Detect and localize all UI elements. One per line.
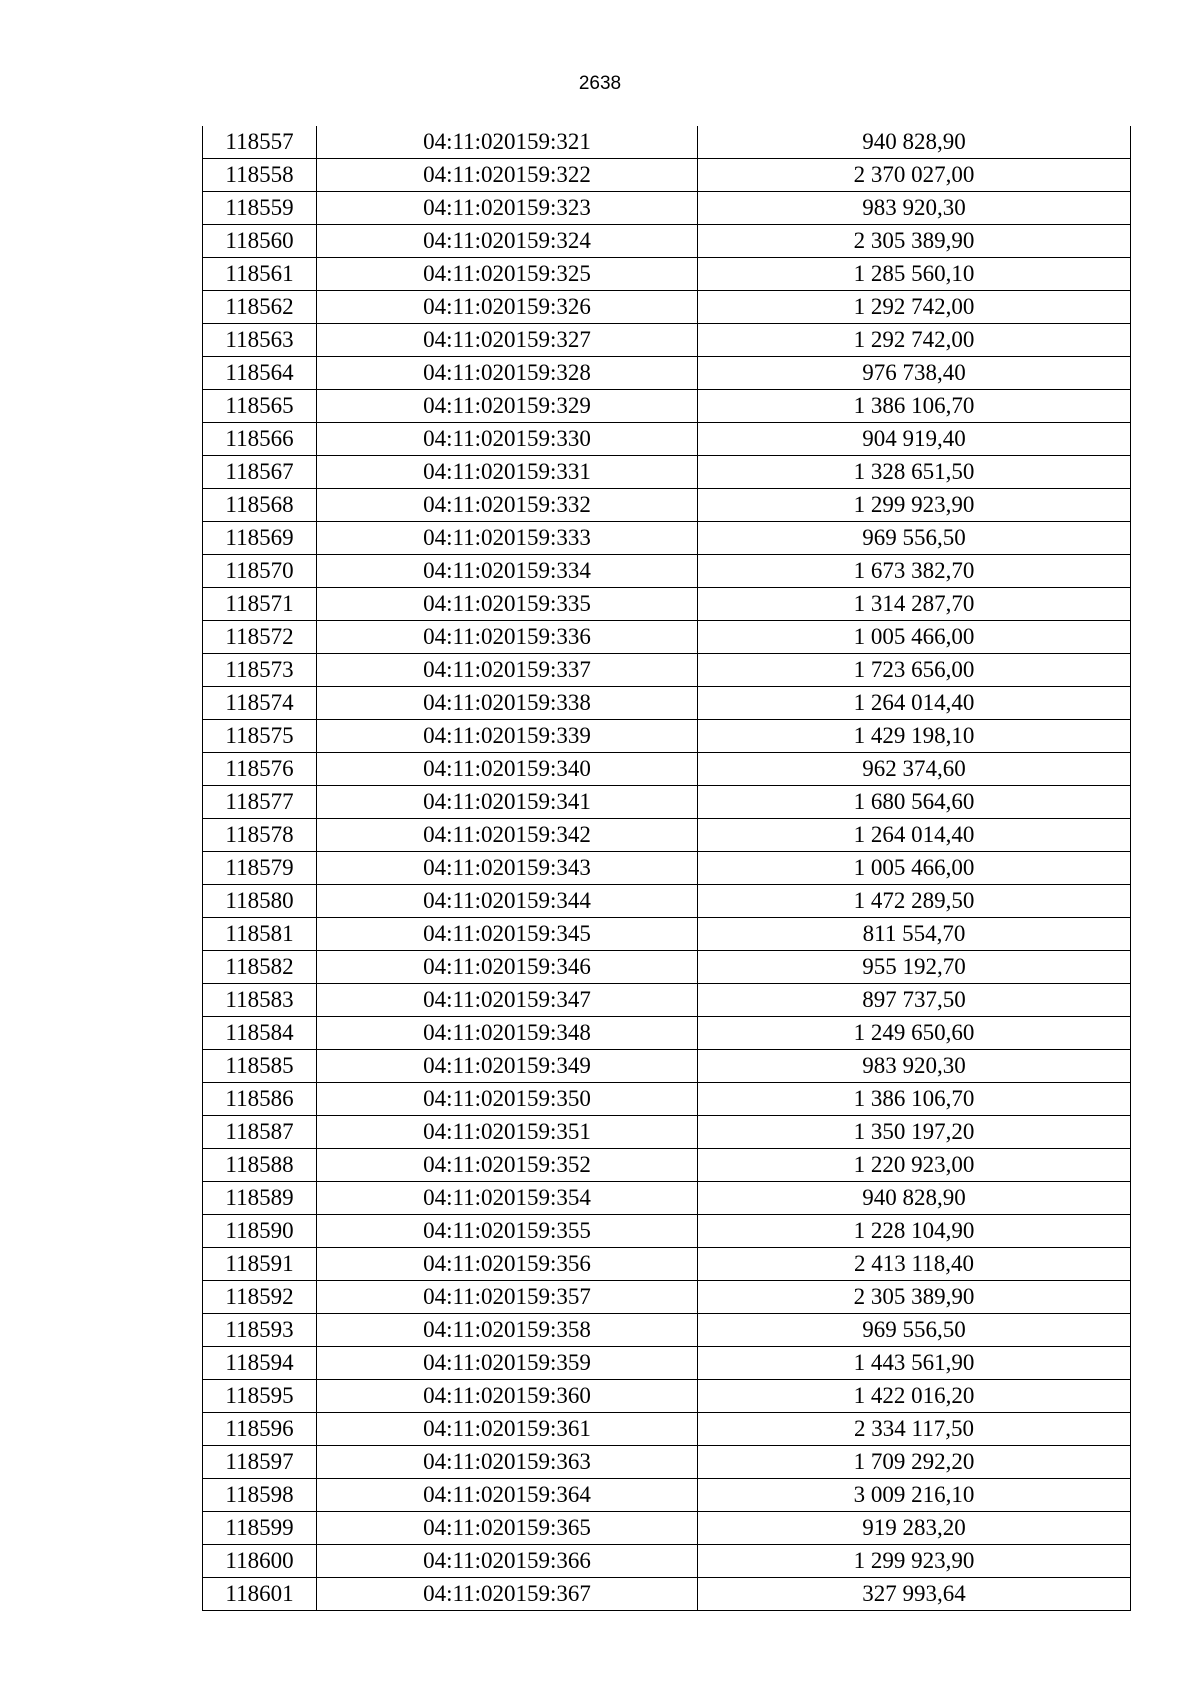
cadastral-number-cell: 04:11:020159:338	[317, 687, 698, 720]
cadastral-value-cell: 1 249 650,60	[698, 1017, 1131, 1050]
cadastral-number-cell: 04:11:020159:330	[317, 423, 698, 456]
row-number-cell: 118592	[203, 1281, 317, 1314]
table-row	[203, 258, 1131, 291]
cadastral-number-cell: 04:11:020159:326	[317, 291, 698, 324]
table-row	[203, 225, 1131, 258]
cadastral-value-cell: 2 334 117,50	[698, 1413, 1131, 1446]
cadastral-number-cell: 04:11:020159:324	[317, 225, 698, 258]
row-number-cell: 118580	[203, 885, 317, 918]
row-number-cell: 118589	[203, 1182, 317, 1215]
cadastral-number-cell: 04:11:020159:356	[317, 1248, 698, 1281]
table-row	[203, 423, 1131, 456]
cadastral-number-cell: 04:11:020159:366	[317, 1545, 698, 1578]
row-number-cell: 118582	[203, 951, 317, 984]
table-row	[203, 1446, 1131, 1479]
table-row	[203, 687, 1131, 720]
row-number-cell: 118586	[203, 1083, 317, 1116]
cadastral-number-cell: 04:11:020159:332	[317, 489, 698, 522]
table-row	[203, 1149, 1131, 1182]
table-row	[203, 324, 1131, 357]
row-number-cell: 118560	[203, 225, 317, 258]
row-number-cell: 118557	[203, 126, 317, 159]
row-number-cell: 118577	[203, 786, 317, 819]
page-number: 2638	[578, 73, 622, 94]
cadastral-number-cell: 04:11:020159:347	[317, 984, 698, 1017]
cadastral-value-cell: 327 993,64	[698, 1578, 1131, 1611]
table-row	[203, 1182, 1131, 1215]
table-row	[203, 522, 1131, 555]
row-number-cell: 118590	[203, 1215, 317, 1248]
cadastral-number-cell: 04:11:020159:331	[317, 456, 698, 489]
cadastral-value-cell: 1 292 742,00	[698, 324, 1131, 357]
cadastral-value-cell: 1 285 560,10	[698, 258, 1131, 291]
row-number-cell: 118601	[203, 1578, 317, 1611]
row-number-cell: 118563	[203, 324, 317, 357]
table-row	[203, 1347, 1131, 1380]
table-row	[203, 753, 1131, 786]
row-number-cell: 118598	[203, 1479, 317, 1512]
table-row	[203, 852, 1131, 885]
table-row	[203, 1512, 1131, 1545]
cadastral-number-cell: 04:11:020159:321	[317, 126, 698, 159]
row-number-cell: 118595	[203, 1380, 317, 1413]
table-row	[203, 1248, 1131, 1281]
table-row	[203, 786, 1131, 819]
cadastral-number-cell: 04:11:020159:336	[317, 621, 698, 654]
table-row	[203, 555, 1131, 588]
table-row	[203, 1380, 1131, 1413]
cadastral-value-cell: 1 429 198,10	[698, 720, 1131, 753]
table-row	[203, 654, 1131, 687]
row-number-cell: 118561	[203, 258, 317, 291]
cadastral-value-cell: 1 220 923,00	[698, 1149, 1131, 1182]
cadastral-value-cell: 1 386 106,70	[698, 390, 1131, 423]
cadastral-number-cell: 04:11:020159:359	[317, 1347, 698, 1380]
table-row	[203, 1017, 1131, 1050]
row-number-cell: 118581	[203, 918, 317, 951]
row-number-cell: 118559	[203, 192, 317, 225]
cadastral-number-cell: 04:11:020159:349	[317, 1050, 698, 1083]
table-row	[203, 1479, 1131, 1512]
cadastral-number-cell: 04:11:020159:344	[317, 885, 698, 918]
table-row	[203, 390, 1131, 423]
table-row	[203, 489, 1131, 522]
cadastral-value-cell: 811 554,70	[698, 918, 1131, 951]
row-number-cell: 118575	[203, 720, 317, 753]
row-number-cell: 118558	[203, 159, 317, 192]
table-row	[203, 291, 1131, 324]
row-number-cell: 118593	[203, 1314, 317, 1347]
cadastral-number-cell: 04:11:020159:365	[317, 1512, 698, 1545]
cadastral-value-table	[202, 126, 1131, 1611]
cadastral-value-cell: 1 005 466,00	[698, 621, 1131, 654]
cadastral-number-cell: 04:11:020159:342	[317, 819, 698, 852]
table-row	[203, 819, 1131, 852]
row-number-cell: 118562	[203, 291, 317, 324]
row-number-cell: 118599	[203, 1512, 317, 1545]
cadastral-number-cell: 04:11:020159:333	[317, 522, 698, 555]
row-number-cell: 118567	[203, 456, 317, 489]
row-number-cell: 118572	[203, 621, 317, 654]
row-number-cell: 118570	[203, 555, 317, 588]
table-row	[203, 1578, 1131, 1611]
table-row	[203, 126, 1131, 159]
cadastral-value-cell: 1 472 289,50	[698, 885, 1131, 918]
cadastral-value-cell: 897 737,50	[698, 984, 1131, 1017]
row-number-cell: 118568	[203, 489, 317, 522]
table-row	[203, 918, 1131, 951]
cadastral-value-cell: 1 264 014,40	[698, 687, 1131, 720]
cadastral-number-cell: 04:11:020159:364	[317, 1479, 698, 1512]
cadastral-value-cell: 1 228 104,90	[698, 1215, 1131, 1248]
cadastral-value-cell: 1 264 014,40	[698, 819, 1131, 852]
cadastral-value-cell: 962 374,60	[698, 753, 1131, 786]
row-number-cell: 118597	[203, 1446, 317, 1479]
cadastral-number-cell: 04:11:020159:340	[317, 753, 698, 786]
row-number-cell: 118579	[203, 852, 317, 885]
table-row	[203, 159, 1131, 192]
cadastral-number-cell: 04:11:020159:325	[317, 258, 698, 291]
cadastral-number-cell: 04:11:020159:351	[317, 1116, 698, 1149]
row-number-cell: 118566	[203, 423, 317, 456]
cadastral-value-cell: 983 920,30	[698, 1050, 1131, 1083]
table-row	[203, 1281, 1131, 1314]
row-number-cell: 118569	[203, 522, 317, 555]
cadastral-number-cell: 04:11:020159:329	[317, 390, 698, 423]
cadastral-number-cell: 04:11:020159:357	[317, 1281, 698, 1314]
cadastral-value-cell: 1 443 561,90	[698, 1347, 1131, 1380]
table-row	[203, 357, 1131, 390]
row-number-cell: 118583	[203, 984, 317, 1017]
cadastral-value-cell: 969 556,50	[698, 522, 1131, 555]
cadastral-value-cell: 940 828,90	[698, 126, 1131, 159]
cadastral-value-cell: 1 709 292,20	[698, 1446, 1131, 1479]
cadastral-number-cell: 04:11:020159:355	[317, 1215, 698, 1248]
cadastral-value-cell: 955 192,70	[698, 951, 1131, 984]
cadastral-number-cell: 04:11:020159:323	[317, 192, 698, 225]
cadastral-number-cell: 04:11:020159:341	[317, 786, 698, 819]
table-row	[203, 1116, 1131, 1149]
table-row	[203, 885, 1131, 918]
cadastral-value-cell: 940 828,90	[698, 1182, 1131, 1215]
table-row	[203, 1083, 1131, 1116]
cadastral-value-cell: 919 283,20	[698, 1512, 1131, 1545]
cadastral-value-cell: 1 422 016,20	[698, 1380, 1131, 1413]
cadastral-number-cell: 04:11:020159:339	[317, 720, 698, 753]
cadastral-value-cell: 2 370 027,00	[698, 159, 1131, 192]
cadastral-value-cell: 2 413 118,40	[698, 1248, 1131, 1281]
row-number-cell: 118600	[203, 1545, 317, 1578]
cadastral-value-cell: 969 556,50	[698, 1314, 1131, 1347]
table-row	[203, 588, 1131, 621]
cadastral-value-cell: 1 314 287,70	[698, 588, 1131, 621]
table-row	[203, 621, 1131, 654]
table-row	[203, 192, 1131, 225]
row-number-cell: 118576	[203, 753, 317, 786]
cadastral-number-cell: 04:11:020159:346	[317, 951, 698, 984]
table-row	[203, 720, 1131, 753]
row-number-cell: 118584	[203, 1017, 317, 1050]
cadastral-number-cell: 04:11:020159:361	[317, 1413, 698, 1446]
row-number-cell: 118571	[203, 588, 317, 621]
cadastral-number-cell: 04:11:020159:335	[317, 588, 698, 621]
cadastral-value-cell: 1 005 466,00	[698, 852, 1131, 885]
cadastral-value-cell: 1 328 651,50	[698, 456, 1131, 489]
cadastral-number-cell: 04:11:020159:363	[317, 1446, 698, 1479]
cadastral-number-cell: 04:11:020159:348	[317, 1017, 698, 1050]
table-body	[203, 126, 1131, 1611]
row-number-cell: 118591	[203, 1248, 317, 1281]
cadastral-value-cell: 1 299 923,90	[698, 489, 1131, 522]
cadastral-value-cell: 1 292 742,00	[698, 291, 1131, 324]
cadastral-number-cell: 04:11:020159:328	[317, 357, 698, 390]
table-row	[203, 456, 1131, 489]
table-row	[203, 1050, 1131, 1083]
cadastral-number-cell: 04:11:020159:345	[317, 918, 698, 951]
row-number-cell: 118565	[203, 390, 317, 423]
row-number-cell: 118564	[203, 357, 317, 390]
cadastral-number-cell: 04:11:020159:327	[317, 324, 698, 357]
cadastral-number-cell: 04:11:020159:367	[317, 1578, 698, 1611]
cadastral-value-cell: 976 738,40	[698, 357, 1131, 390]
cadastral-value-cell: 1 299 923,90	[698, 1545, 1131, 1578]
row-number-cell: 118594	[203, 1347, 317, 1380]
cadastral-number-cell: 04:11:020159:343	[317, 852, 698, 885]
cadastral-number-cell: 04:11:020159:350	[317, 1083, 698, 1116]
table-row	[203, 951, 1131, 984]
row-number-cell: 118585	[203, 1050, 317, 1083]
cadastral-value-cell: 2 305 389,90	[698, 225, 1131, 258]
cadastral-value-cell: 1 350 197,20	[698, 1116, 1131, 1149]
row-number-cell: 118574	[203, 687, 317, 720]
cadastral-number-cell: 04:11:020159:337	[317, 654, 698, 687]
cadastral-value-cell: 904 919,40	[698, 423, 1131, 456]
cadastral-value-cell: 1 673 382,70	[698, 555, 1131, 588]
cadastral-number-cell: 04:11:020159:334	[317, 555, 698, 588]
cadastral-value-cell: 983 920,30	[698, 192, 1131, 225]
row-number-cell: 118578	[203, 819, 317, 852]
table-row	[203, 984, 1131, 1017]
table-row	[203, 1545, 1131, 1578]
cadastral-number-cell: 04:11:020159:322	[317, 159, 698, 192]
row-number-cell: 118573	[203, 654, 317, 687]
cadastral-value-cell: 3 009 216,10	[698, 1479, 1131, 1512]
table-row	[203, 1314, 1131, 1347]
row-number-cell: 118587	[203, 1116, 317, 1149]
table-row	[203, 1215, 1131, 1248]
cadastral-value-cell: 1 680 564,60	[698, 786, 1131, 819]
cadastral-number-cell: 04:11:020159:360	[317, 1380, 698, 1413]
cadastral-value-cell: 1 386 106,70	[698, 1083, 1131, 1116]
cadastral-number-cell: 04:11:020159:354	[317, 1182, 698, 1215]
cadastral-number-cell: 04:11:020159:358	[317, 1314, 698, 1347]
table-row	[203, 1413, 1131, 1446]
cadastral-number-cell: 04:11:020159:352	[317, 1149, 698, 1182]
cadastral-value-cell: 1 723 656,00	[698, 654, 1131, 687]
cadastral-value-cell: 2 305 389,90	[698, 1281, 1131, 1314]
row-number-cell: 118588	[203, 1149, 317, 1182]
row-number-cell: 118596	[203, 1413, 317, 1446]
